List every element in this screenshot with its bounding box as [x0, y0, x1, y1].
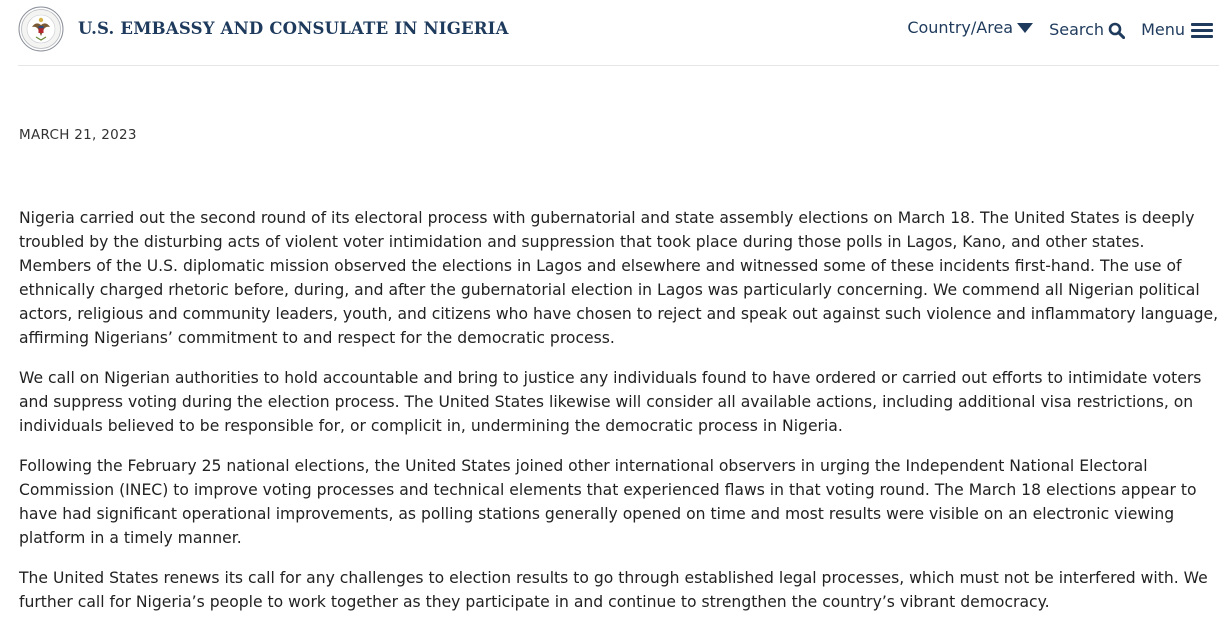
article-paragraph: Nigeria carried out the second round of its electoral process with gubernatorial and state assembly elections on March 18. The United States is deeply troubled by the disturbing acts of violent voter intimidation and suppression that took place during those polls in Lagos, Kano, and other states. Members of the U.S. diplomatic mission observed the elections in Lagos and elsewhere and witnessed some of these incidents first-hand. The use of ethnically charged rhetoric before, during, and after the gubernatorial election in Lagos was particularly concerning. We commend all Nigerian political actors, religious and community leaders, youth, and citizens who have chosen to reject and speak out against such violence and inflammatory language, affirming Nigerians’ commitment to and respect for the democratic process.	[19, 209, 1219, 347]
article-paragraph: The United States renews its call for any challenges to election results to go through established legal processes, which must not be interfered with. We further call for Nigeria’s people to work together as they participate in and continue to strengthen the country’s vibrant democracy.	[19, 569, 1208, 611]
search-label: Search	[1049, 20, 1105, 39]
publish-date: MARCH 21, 2023	[19, 127, 137, 143]
search-button[interactable]	[1049, 20, 1125, 40]
country-area-label: Country/Area	[907, 18, 1014, 37]
article-paragraph: Following the February 25 national elections, the United States joined other international observers in urging the Independent National Electoral Commission (INEC) to improve voting processes and technical elements that experienced flaws in that voting round. The March 18 elections appear to have had significant operational improvements, as polling stations generally opened on time and most results were visible on an electronic viewing platform in a timely manner.	[19, 457, 1197, 547]
caret-down-icon	[1017, 22, 1033, 34]
site-title[interactable]: U.S. EMBASSY AND CONSULATE IN NIGERIA	[78, 19, 509, 38]
search-icon	[1108, 22, 1125, 39]
menu-button[interactable]	[1141, 20, 1213, 40]
site-header	[0, 0, 1225, 66]
header-divider	[18, 65, 1219, 66]
article-body	[19, 206, 1219, 630]
us-embassy-seal-icon[interactable]	[18, 6, 64, 52]
main-nav	[907, 20, 1213, 40]
article-paragraph: We call on Nigerian authorities to hold accountable and bring to justice any individuals found to have ordered or carried out efforts to intimidate voters and suppress voting during the election process. The United States likewise will consider all available actions, including additional visa restrictions, on individuals believed to be responsible for, or complicit in, undermining the democratic process in Nigeria.	[19, 369, 1202, 435]
hamburger-menu-icon	[1191, 22, 1213, 39]
menu-label: Menu	[1141, 20, 1185, 39]
country-area-dropdown[interactable]	[907, 18, 1033, 38]
